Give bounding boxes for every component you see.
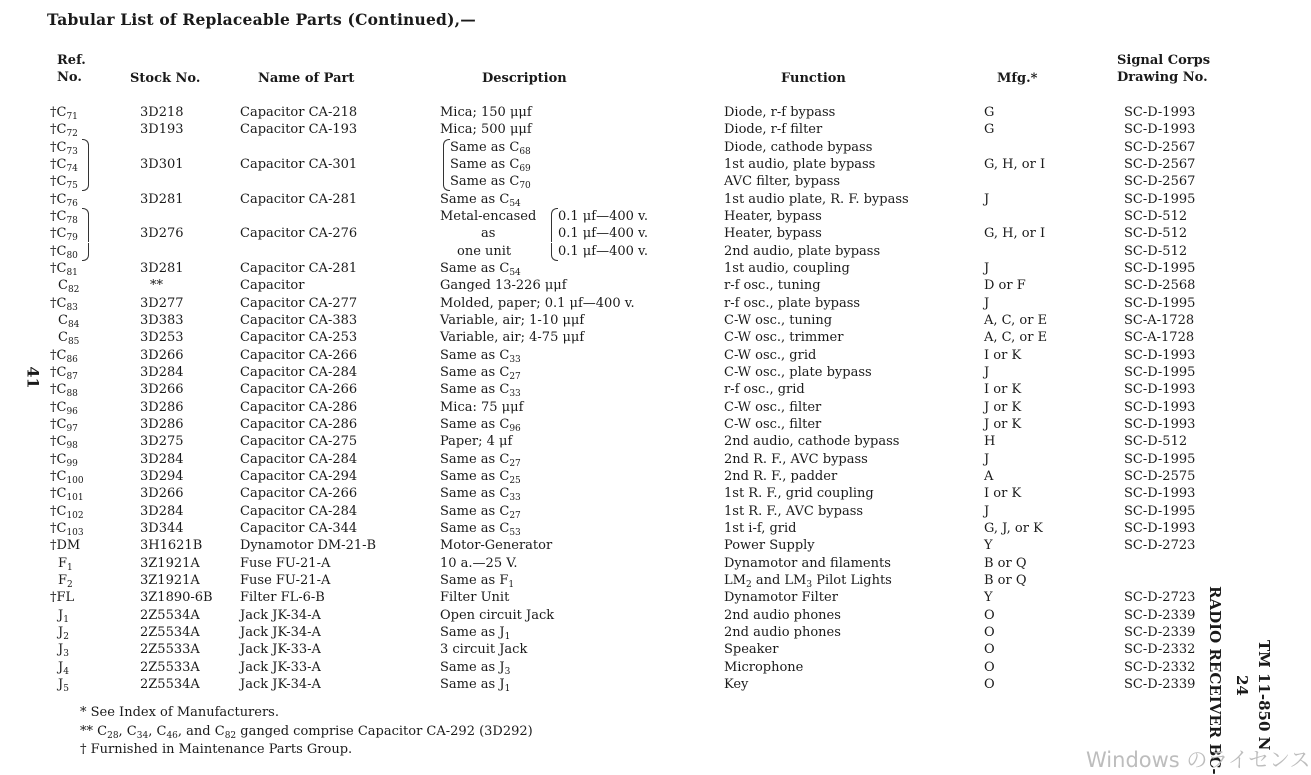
drawing-no: SC-D-1995 — [1124, 260, 1196, 276]
ref-no: $\dagger C_{83}$ — [50, 295, 78, 313]
table-row — [0, 659, 1280, 676]
manufacturer: A, C, or E — [984, 312, 1048, 328]
stock-no: 2Z5534A — [140, 676, 200, 692]
table-row — [0, 555, 1280, 572]
stock-no: ** — [150, 278, 163, 294]
drawing-no: SC-D-1995 — [1124, 191, 1196, 207]
stock-no: 3D266 — [140, 347, 184, 363]
ref-no: $C_{85}$ — [58, 330, 80, 348]
part-name: Dynamotor DM-21-B — [240, 538, 377, 554]
part-name: Capacitor CA-286 — [240, 399, 358, 415]
ref-no: †DM — [50, 538, 81, 554]
function: Speaker — [724, 642, 779, 658]
drawing-no: SC-D-1993 — [1124, 347, 1196, 363]
drawing-no: SC-D-2567 — [1124, 139, 1196, 155]
description: Mica; 150 μμf — [440, 105, 532, 120]
table-row — [0, 121, 1280, 138]
description: Mica: 75 μμf — [440, 399, 524, 415]
stock-no: 3Z1890-6B — [140, 590, 213, 606]
description: Same as $C_{69}$ — [450, 156, 531, 174]
manufacturer: O — [984, 624, 995, 640]
stock-no: 3D284 — [140, 364, 184, 380]
function: C-W osc., filter — [724, 399, 822, 415]
part-name: Capacitor CA-281 — [240, 191, 358, 207]
manufacturer: J or K — [984, 416, 1022, 432]
drawing-no: SC-D-2332 — [1124, 642, 1196, 658]
group-brace — [82, 139, 89, 157]
stock-no: 3D193 — [140, 122, 184, 138]
header-description: Description — [482, 71, 567, 86]
drawing-no: SC-D-1995 — [1124, 503, 1196, 519]
function: C-W osc., filter — [724, 416, 822, 432]
table-row — [0, 641, 1280, 658]
stock-no: 3D281 — [140, 191, 184, 207]
part-name: Capacitor CA-301 — [240, 156, 358, 172]
table-row — [0, 520, 1280, 537]
manufacturer: O — [984, 659, 995, 675]
side-page-number: 24 — [1233, 675, 1251, 696]
part-name: Capacitor CA-294 — [240, 468, 358, 484]
table-row — [0, 156, 1280, 173]
drawing-no: SC-D-512 — [1124, 226, 1188, 242]
description: Same as $C_{68}$ — [450, 139, 531, 157]
part-name: Capacitor CA-193 — [240, 122, 358, 138]
description: Molded, paper; 0.1 μf—400 v. — [440, 295, 635, 311]
function: 2nd R. F., padder — [724, 468, 838, 484]
header-name: Name of Part — [258, 71, 355, 86]
function: AVC filter, bypass — [724, 174, 841, 190]
ref-no: $\dagger C_{76}$ — [50, 191, 78, 209]
function: 2nd audio, plate bypass — [724, 243, 881, 259]
windows-license-watermark: Windows のライセンス — [1086, 748, 1311, 772]
ref-no: †FL — [50, 590, 75, 606]
part-name: Fuse FU-21-A — [240, 572, 331, 588]
stock-no: 3D275 — [140, 434, 184, 450]
description: Same as $C_{33}$ — [440, 347, 521, 365]
footnote-ganged: ** $C_{28}$, $C_{34}$, $C_{46}$, and $C_{82}$ ganged comprise Capacitor CA-292 (3D292) — [80, 723, 533, 741]
stock-no: 3D277 — [140, 295, 184, 311]
description: Same as $C_{25}$ — [440, 468, 521, 486]
ref-no: $\dagger C_{101}$ — [50, 486, 84, 504]
description: Same as $C_{33}$ — [440, 382, 521, 400]
drawing-no: SC-D-2567 — [1124, 174, 1196, 190]
description-rating: 0.1 μf—400 v. — [558, 208, 648, 224]
ref-no: $\dagger C_{99}$ — [50, 451, 78, 469]
manufacturer: G, H, or I — [984, 226, 1046, 242]
function: Diode, r-f filter — [724, 122, 823, 138]
ref-no: $J_1$ — [58, 607, 69, 625]
drawing-no: SC-D-2332 — [1124, 659, 1196, 675]
function: C-W osc., trimmer — [724, 330, 844, 346]
description: Variable, air; 4-75 μμf — [440, 330, 585, 346]
side-equipment-title: RADIO RECEIVER BC- — [1206, 586, 1224, 775]
description-rating: 0.1 μf—400 v. — [558, 226, 648, 242]
table-row — [0, 572, 1280, 589]
table-row — [0, 295, 1280, 312]
drawing-no: SC-D-1993 — [1124, 520, 1196, 536]
function: 2nd audio phones — [724, 624, 841, 640]
part-name: Capacitor CA-276 — [240, 226, 358, 242]
drawing-no: SC-D-1995 — [1124, 364, 1196, 380]
group-brace — [82, 243, 89, 261]
table-row — [0, 468, 1280, 485]
table-row — [0, 208, 1280, 225]
table-row — [0, 347, 1280, 364]
ref-no: $\dagger C_{103}$ — [50, 520, 84, 538]
footnote-maintenance: † Furnished in Maintenance Parts Group. — [80, 742, 353, 757]
table-row — [0, 485, 1280, 502]
manufacturer: J — [984, 191, 990, 207]
ref-no: $C_{82}$ — [58, 278, 80, 296]
description: 3 circuit Jack — [440, 642, 528, 658]
table-row — [0, 243, 1280, 260]
description: Ganged 13-226 μμf — [440, 278, 567, 294]
drawing-no: SC-D-2723 — [1124, 538, 1196, 554]
ref-no: $\dagger C_{78}$ — [50, 208, 78, 226]
manufacturer: A, C, or E — [984, 330, 1048, 346]
ref-no: $\dagger C_{79}$ — [50, 226, 78, 244]
description: one unit — [457, 243, 512, 259]
function: r-f osc., tuning — [724, 278, 821, 294]
manufacturer: A — [984, 468, 994, 484]
stock-no: 3Z1921A — [140, 572, 200, 588]
drawing-no: SC-A-1728 — [1124, 312, 1195, 328]
description: Variable, air; 1-10 μμf — [440, 312, 585, 328]
description: Mica; 500 μμf — [440, 122, 532, 138]
ref-no: $\dagger C_{98}$ — [50, 434, 78, 452]
stock-no: 3Z1921A — [140, 555, 200, 571]
part-name: Capacitor CA-277 — [240, 295, 358, 311]
ref-no: $\dagger C_{75}$ — [50, 174, 78, 192]
manufacturer: H — [984, 434, 996, 450]
header-stock: Stock No. — [130, 71, 201, 86]
description: Motor-Generator — [440, 538, 553, 554]
description: Same as $C_{53}$ — [440, 520, 521, 538]
part-name: Capacitor CA-266 — [240, 382, 358, 398]
function: r-f osc., grid — [724, 382, 805, 398]
group-brace — [551, 225, 558, 242]
description: Same as $C_{33}$ — [440, 486, 521, 504]
drawing-no: SC-D-2339 — [1124, 676, 1196, 692]
manufacturer: J — [984, 451, 990, 467]
table-row — [0, 139, 1280, 156]
part-name: Capacitor CA-284 — [240, 364, 358, 380]
function: 1st R. F., grid coupling — [724, 486, 874, 502]
stock-no: 3D266 — [140, 486, 184, 502]
side-doc-number: TM 11-850 N — [1255, 640, 1273, 751]
description: Same as $F_1$ — [440, 572, 515, 590]
ref-no: $F_2$ — [58, 572, 73, 590]
table-row — [0, 364, 1280, 381]
function: Diode, r-f bypass — [724, 105, 836, 120]
ref-no: $J_2$ — [58, 624, 69, 642]
stock-no: 2Z5534A — [140, 624, 200, 640]
manufacturer: Y — [984, 538, 993, 554]
manufacturer: I or K — [984, 486, 1022, 502]
ref-no: $\dagger C_{96}$ — [50, 399, 78, 417]
drawing-no: SC-D-2339 — [1124, 607, 1196, 623]
table-row — [0, 260, 1280, 277]
table-row — [0, 104, 1280, 121]
function: Dynamotor Filter — [724, 590, 838, 606]
stock-no: 2Z5533A — [140, 642, 200, 658]
header-drawing-no: Signal Corps Drawing No. — [1117, 53, 1211, 85]
stock-no: 2Z5534A — [140, 607, 200, 623]
description: Same as $C_{27}$ — [440, 451, 521, 469]
description: as — [481, 226, 496, 242]
page-number: 41 — [23, 366, 43, 389]
ref-no: $\dagger C_{73}$ — [50, 139, 78, 157]
ref-no: $F_1$ — [58, 555, 73, 573]
group-brace — [551, 243, 558, 261]
part-name: Jack JK-34-A — [240, 676, 321, 692]
drawing-no: SC-D-2339 — [1124, 624, 1196, 640]
table-row — [0, 503, 1280, 520]
ref-no: $\dagger C_{71}$ — [50, 105, 78, 122]
part-name: Capacitor — [240, 278, 305, 294]
manufacturer: J — [984, 503, 990, 519]
function: C-W osc., grid — [724, 347, 817, 363]
table-row — [0, 191, 1280, 208]
parts-table — [0, 104, 1280, 693]
drawing-no: SC-D-1993 — [1124, 399, 1196, 415]
ref-no: $J_5$ — [58, 676, 69, 694]
table-row — [0, 225, 1280, 242]
description: Same as $C_{70}$ — [450, 174, 531, 192]
description: Same as $C_{27}$ — [440, 364, 521, 382]
description: Filter Unit — [440, 590, 510, 606]
function: Microphone — [724, 659, 804, 675]
table-row — [0, 676, 1280, 693]
part-name: Capacitor CA-344 — [240, 520, 358, 536]
part-name: Capacitor CA-253 — [240, 330, 358, 346]
manufacturer: Y — [984, 590, 993, 606]
part-name: Capacitor CA-281 — [240, 260, 358, 276]
drawing-no: SC-D-512 — [1124, 243, 1188, 259]
group-brace — [82, 156, 89, 173]
part-name: Capacitor CA-266 — [240, 486, 358, 502]
manufacturer: J — [984, 364, 990, 380]
group-brace — [82, 225, 89, 242]
manufacturer: I or K — [984, 382, 1022, 398]
drawing-no: SC-D-2568 — [1124, 278, 1196, 294]
description: Same as $C_{54}$ — [440, 260, 521, 278]
description-rating: 0.1 μf—400 v. — [558, 243, 648, 259]
drawing-no: SC-D-512 — [1124, 208, 1188, 224]
table-row — [0, 381, 1280, 398]
ref-no: $\dagger C_{102}$ — [50, 503, 84, 521]
function: 2nd audio phones — [724, 607, 841, 623]
function: C-W osc., tuning — [724, 312, 833, 328]
stock-no: 3D284 — [140, 503, 184, 519]
part-name: Capacitor CA-284 — [240, 503, 358, 519]
group-brace — [82, 173, 89, 191]
table-row — [0, 589, 1280, 606]
manufacturer: J — [984, 260, 990, 276]
function: 1st audio, coupling — [724, 260, 850, 276]
ref-no: $\dagger C_{100}$ — [50, 468, 84, 486]
part-name: Jack JK-33-A — [240, 642, 321, 658]
manufacturer: D or F — [984, 278, 1026, 294]
drawing-no: SC-D-512 — [1124, 434, 1188, 450]
description: Same as $C_{54}$ — [440, 191, 521, 209]
drawing-no: SC-A-1728 — [1124, 330, 1195, 346]
drawing-no: SC-D-1995 — [1124, 451, 1196, 467]
footnote-manufacturers: * See Index of Manufacturers. — [80, 705, 279, 720]
description: Same as $J_3$ — [440, 659, 511, 677]
table-row — [0, 399, 1280, 416]
ref-no: $\dagger C_{81}$ — [50, 260, 78, 278]
function: 1st audio, plate bypass — [724, 156, 876, 172]
footnotes — [80, 704, 533, 760]
ref-no: $J_3$ — [58, 642, 69, 660]
manufacturer: B or Q — [984, 555, 1027, 571]
header-ref: Ref. No. — [57, 53, 86, 85]
drawing-no: SC-D-2575 — [1124, 468, 1196, 484]
page-title: Tabular List of Replaceable Parts (Continued),— — [47, 10, 476, 29]
ref-no: $\dagger C_{80}$ — [50, 243, 78, 261]
stock-no: 3D286 — [140, 399, 184, 415]
ref-no: $J_4$ — [58, 659, 69, 677]
part-name: Capacitor CA-286 — [240, 416, 358, 432]
manufacturer: G — [984, 105, 995, 120]
stock-no: 3D383 — [140, 312, 184, 328]
drawing-no: SC-D-2567 — [1124, 156, 1196, 172]
manufacturer: B or Q — [984, 572, 1027, 588]
part-name: Jack JK-34-A — [240, 624, 321, 640]
table-row — [0, 624, 1280, 641]
manufacturer: O — [984, 607, 995, 623]
drawing-no: SC-D-1995 — [1124, 295, 1196, 311]
header-function: Function — [781, 71, 846, 86]
manufacturer: G, J, or K — [984, 520, 1043, 536]
function: $LM_2$ and $LM_3$ Pilot Lights — [724, 572, 892, 590]
table-row — [0, 433, 1280, 450]
ref-no: $\dagger C_{74}$ — [50, 156, 78, 174]
function: Dynamotor and filaments — [724, 555, 891, 571]
manufacturer: I or K — [984, 347, 1022, 363]
table-row — [0, 607, 1280, 624]
description: Open circuit Jack — [440, 607, 555, 623]
table-row — [0, 451, 1280, 468]
stock-no: 3H1621B — [140, 538, 203, 554]
stock-no: 2Z5533A — [140, 659, 200, 675]
function: Diode, cathode bypass — [724, 139, 873, 155]
table-row — [0, 277, 1280, 294]
group-brace — [443, 139, 450, 157]
function: Heater, bypass — [724, 208, 822, 224]
drawing-no: SC-D-2723 — [1124, 590, 1196, 606]
drawing-no: SC-D-1993 — [1124, 105, 1196, 120]
part-name: Capacitor CA-383 — [240, 312, 358, 328]
manufacturer: G, H, or I — [984, 156, 1046, 172]
function: Key — [724, 676, 749, 692]
stock-no: 3D294 — [140, 468, 184, 484]
function: 1st R. F., AVC bypass — [724, 503, 864, 519]
group-brace — [551, 208, 558, 226]
header-mfg: Mfg.* — [997, 71, 1038, 86]
table-row — [0, 537, 1280, 554]
drawing-no: SC-D-1993 — [1124, 382, 1196, 398]
function: 2nd R. F., AVC bypass — [724, 451, 868, 467]
function: Power Supply — [724, 538, 815, 554]
stock-no: 3D253 — [140, 330, 184, 346]
function: 2nd audio, cathode bypass — [724, 434, 900, 450]
ref-no: $\dagger C_{86}$ — [50, 347, 78, 365]
part-name: Capacitor CA-266 — [240, 347, 358, 363]
function: r-f osc., plate bypass — [724, 295, 861, 311]
description: Paper; 4 μf — [440, 434, 513, 450]
stock-no: 3D344 — [140, 520, 184, 536]
stock-no: 3D284 — [140, 451, 184, 467]
manufacturer: G — [984, 122, 995, 138]
part-name: Filter FL-6-B — [240, 590, 325, 606]
part-name: Capacitor CA-275 — [240, 434, 358, 450]
part-name: Jack JK-33-A — [240, 659, 321, 675]
part-name: Fuse FU-21-A — [240, 555, 331, 571]
ref-no: $\dagger C_{87}$ — [50, 364, 78, 382]
function: Heater, bypass — [724, 226, 822, 242]
description: Metal-encased — [440, 208, 537, 224]
table-row — [0, 416, 1280, 433]
description: Same as $C_{96}$ — [440, 416, 521, 434]
stock-no: 3D266 — [140, 382, 184, 398]
ref-no: $C_{84}$ — [58, 312, 80, 330]
description: Same as $J_1$ — [440, 676, 511, 694]
manufacturer: J — [984, 295, 990, 311]
manufacturer: J or K — [984, 399, 1022, 415]
ref-no: $\dagger C_{72}$ — [50, 122, 78, 140]
stock-no: 3D301 — [140, 156, 184, 172]
description: Same as $C_{27}$ — [440, 503, 521, 521]
group-brace — [82, 208, 89, 226]
description: 10 a.—25 V. — [440, 555, 518, 571]
drawing-no: SC-D-1993 — [1124, 486, 1196, 502]
table-row — [0, 173, 1280, 190]
part-name: Jack JK-34-A — [240, 607, 321, 623]
ref-no: $\dagger C_{97}$ — [50, 416, 78, 434]
part-name: Capacitor CA-284 — [240, 451, 358, 467]
stock-no: 3D281 — [140, 260, 184, 276]
stock-no: 3D218 — [140, 105, 184, 120]
manufacturer: O — [984, 642, 995, 658]
function: 1st audio plate, R. F. bypass — [724, 191, 909, 207]
function: 1st i-f, grid — [724, 520, 797, 536]
group-brace — [443, 156, 450, 173]
drawing-no: SC-D-1993 — [1124, 122, 1196, 138]
stock-no: 3D286 — [140, 416, 184, 432]
stock-no: 3D276 — [140, 226, 184, 242]
drawing-no: SC-D-1993 — [1124, 416, 1196, 432]
table-row — [0, 329, 1280, 346]
ref-no: $\dagger C_{88}$ — [50, 382, 78, 400]
part-name: Capacitor CA-218 — [240, 105, 358, 120]
table-row — [0, 312, 1280, 329]
group-brace — [443, 173, 450, 191]
function: C-W osc., plate bypass — [724, 364, 872, 380]
description: Same as $J_1$ — [440, 624, 511, 642]
manufacturer: O — [984, 676, 995, 692]
